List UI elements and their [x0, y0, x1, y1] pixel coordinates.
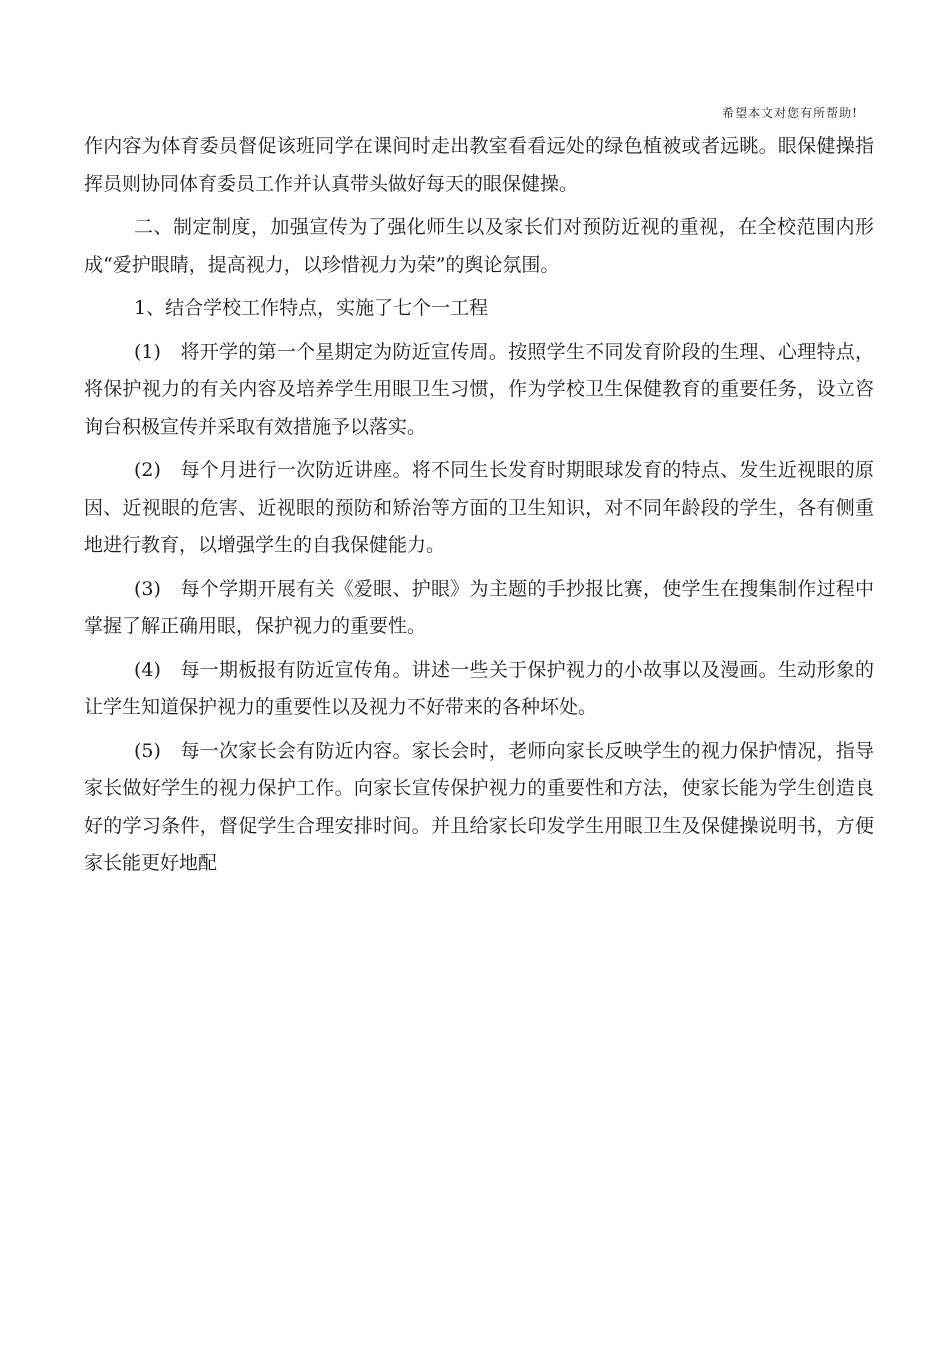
- paragraph-item-3: (3) 每个学期开展有关《爱眼、护眼》为主题的手抄报比赛，使学生在搜集制作过程中掌握了解正确用眼，保护视力的重要性。: [84, 577, 874, 637]
- paragraph-item-5: (5) 每一次家长会有防近内容。家长会时，老师向家长反映学生的视力保护情况，指导家长做好学生的视力保护工作。向家长宣传保护视力的重要性和方法，使家长能为学生创造良好的学习条件，督促学生合理安排时间。并且给家长印发学生用眼卫生及保健操说明书，方便家长能更好地配: [84, 739, 874, 874]
- paragraph-item-4: (4) 每一期板报有防近宣传角。讲述一些关于保护视力的小故事以及漫画。生动形象的让学生知道保护视力的重要性以及视力不好带来的各种坏处。: [84, 658, 874, 718]
- paragraph-continuation: 作内容为体育委员督促该班同学在课间时走出教室看看远处的绿色植被或者远眺。眼保健操指挥员则协同体育委员工作并认真带头做好每天的眼保健操。: [84, 135, 874, 195]
- paragraph-section-two: 二、制定制度，加强宣传为了强化师生以及家长们对预防近视的重视，在全校范围内形成“爱护眼睛，提高视力，以珍惜视力为荣”的舆论氛围。: [84, 216, 874, 276]
- document-body: [84, 128, 874, 889]
- paragraph-subheading-seven-projects: 1、结合学校工作特点，实施了七个一工程: [134, 297, 489, 319]
- header-note: 希望本文对您有所帮助!: [722, 106, 858, 120]
- paragraph-item-1: (1) 将开学的第一个星期定为防近宣传周。按照学生不同发育阶段的生理、心理特点，将保护视力的有关内容及培养学生用眼卫生习惯，作为学校卫生保健教育的重要任务，设立咨询台积极宣传并采取有效措施予以落实。: [84, 340, 874, 438]
- paragraph-item-2: (2) 每个月进行一次防近讲座。将不同生长发育时期眼球发育的特点、发生近视眼的原因、近视眼的危害、近视眼的预防和矫治等方面的卫生知识，对不同年龄段的学生，各有侧重地进行教育，以增强学生的自我保健能力。: [84, 459, 874, 556]
